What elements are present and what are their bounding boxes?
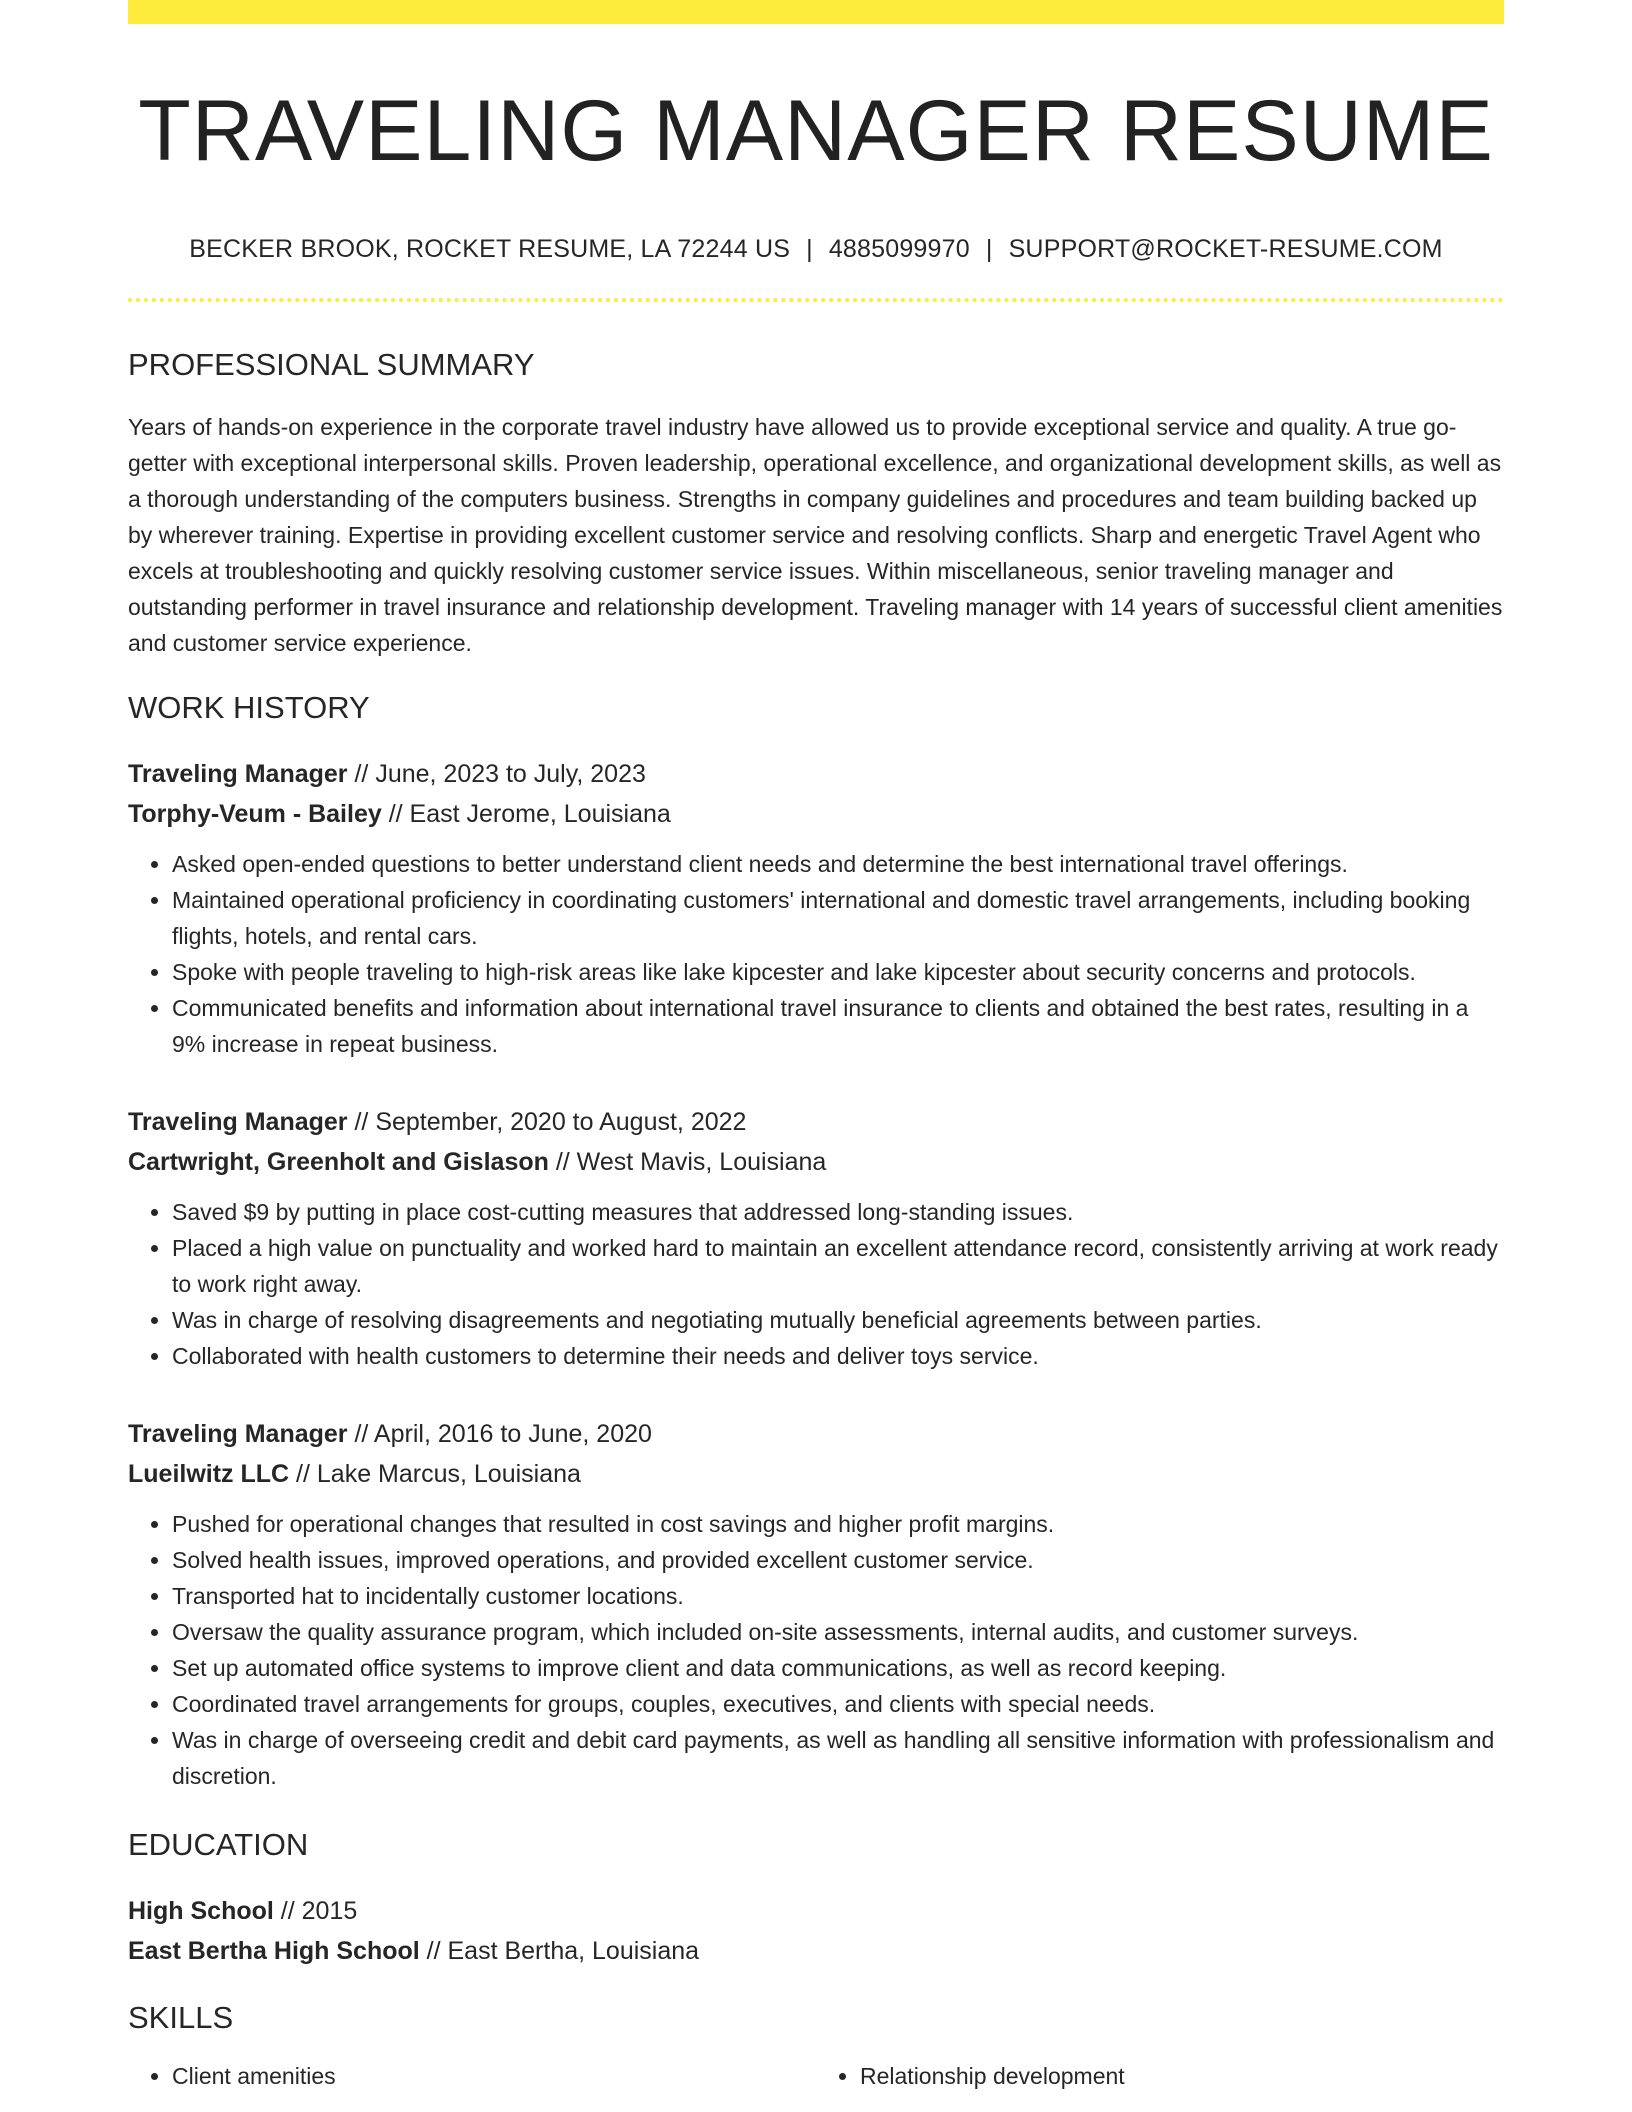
skills-list-left: [128, 2058, 816, 2094]
job-bullet: • Saved $9 by putting in place cost-cutting measures that addressed long-standing issues.: [172, 1194, 1504, 1230]
resume-title: TRAVELING MANAGER RESUME: [138, 83, 1494, 179]
job-title-line: [128, 754, 1504, 794]
skill-item: • Client amenities: [172, 2058, 816, 2094]
education-entry: [128, 1891, 1504, 1971]
contact-address: BECKER BROOK, ROCKET RESUME, LA 72244 US: [189, 234, 791, 263]
education-degree: High School: [128, 1897, 274, 1926]
resume-page: [128, 0, 1504, 2094]
job-bullet: • Asked open-ended questions to better understand client needs and determine the best international travel offerings.: [172, 846, 1504, 882]
contact-email: SUPPORT@ROCKET-RESUME.COM: [1008, 234, 1443, 263]
education-year: // 2015: [273, 1897, 358, 1926]
job-title: Traveling Manager: [128, 1419, 348, 1448]
job-dates: // April, 2016 to June, 2020: [347, 1419, 652, 1448]
job-bullet: • Solved health issues, improved operations, and provided excellent customer service.: [172, 1542, 1504, 1578]
contact-phone: 4885099970: [828, 234, 970, 263]
contact-line: [128, 235, 1504, 264]
job-bullet: • Pushed for operational changes that resulted in cost savings and higher profit margins.: [172, 1506, 1504, 1542]
skill-item: • Relationship development: [860, 2058, 1504, 2094]
skills-list-right: [816, 2058, 1504, 2094]
job-entry: [128, 1102, 1504, 1374]
job-bullets: [128, 1194, 1504, 1374]
job-company: Torphy-Veum - Bailey: [128, 799, 382, 828]
job-company: Lueilwitz LLC: [128, 1459, 290, 1488]
job-bullet: • Transported hat to incidentally customer locations.: [172, 1578, 1504, 1614]
section-heading-skills: SKILLS: [128, 2000, 234, 2036]
job-bullets: [128, 846, 1504, 1062]
job-bullet: • Was in charge of overseeing credit and debit card payments, as well as handling all sensitive information with professionalism and discretion.: [172, 1722, 1504, 1794]
job-title: Traveling Manager: [128, 1107, 348, 1136]
job-bullets: [128, 1506, 1504, 1794]
skills-grid: [128, 2058, 1504, 2094]
job-entry: [128, 1414, 1504, 1794]
summary-text: Years of hands-on experience in the corporate travel industry have allowed us to provide exceptional service and quality. A true go-getter with exceptional interpersonal skills. Proven leadership, operational excellence, and organizational development skills, as well as a thorough understanding of the computers business. Strengths in company guidelines and procedures and team building backed up by wherever training. Expertise in providing excellent customer service and resolving conflicts. Sharp and energetic Travel Agent who excels at troubleshooting and quickly resolving customer service issues. Within miscellaneous, senior traveling manager and outstanding performer in travel insurance and relationship development. Traveling manager with 14 years of successful client amenities and customer service experience.: [128, 413, 1503, 656]
job-location: // Lake Marcus, Louisiana: [289, 1459, 581, 1488]
education-location: // East Bertha, Louisiana: [419, 1937, 700, 1966]
section-heading-education: EDUCATION: [128, 1826, 309, 1862]
dotted-divider: [128, 298, 1504, 302]
education-school-line: [128, 1931, 1504, 1971]
section-heading-summary: PROFESSIONAL SUMMARY: [128, 346, 535, 382]
job-company-line: [128, 1142, 1504, 1182]
job-bullet: • Was in charge of resolving disagreements and negotiating mutually beneficial agreements between parties.: [172, 1302, 1504, 1338]
job-bullet: • Placed a high value on punctuality and worked hard to maintain an excellent attendance record, consistently arriving at work ready to work right away.: [172, 1230, 1504, 1302]
job-location: // West Mavis, Louisiana: [548, 1147, 827, 1176]
contact-separator: |: [985, 234, 993, 263]
job-bullet: • Maintained operational proficiency in coordinating customers' international and domestic travel arrangements, including booking flights, hotels, and rental cars.: [172, 882, 1504, 954]
job-company: Cartwright, Greenholt and Gislason: [128, 1147, 549, 1176]
job-bullet: • Collaborated with health customers to determine their needs and deliver toys service.: [172, 1338, 1504, 1374]
contact-separator: |: [806, 234, 813, 263]
job-title: Traveling Manager: [128, 759, 348, 788]
job-dates: // September, 2020 to August, 2022: [347, 1107, 747, 1136]
job-bullet: • Set up automated office systems to improve client and data communications, as well as record keeping.: [172, 1650, 1504, 1686]
job-dates: // June, 2023 to July, 2023: [347, 759, 646, 788]
education-school: East Bertha High School: [128, 1937, 420, 1966]
job-bullet: • Coordinated travel arrangements for groups, couples, executives, and clients with special needs.: [172, 1686, 1504, 1722]
accent-top-bar: [128, 0, 1504, 24]
job-company-line: [128, 1454, 1504, 1494]
job-bullet: • Communicated benefits and information about international travel insurance to clients and obtained the best rates, resulting in a 9% increase in repeat business.: [172, 990, 1504, 1062]
job-bullet: • Oversaw the quality assurance program, which included on-site assessments, internal audits, and customer surveys.: [172, 1614, 1504, 1650]
job-company-line: [128, 794, 1504, 834]
job-title-line: [128, 1414, 1504, 1454]
job-location: // East Jerome, Louisiana: [381, 799, 671, 828]
section-heading-work-history: WORK HISTORY: [128, 689, 370, 725]
job-entry: [128, 754, 1504, 1062]
education-degree-line: [128, 1891, 1504, 1931]
job-bullet: • Spoke with people traveling to high-risk areas like lake kipcester and lake kipcester about security concerns and protocols.: [172, 954, 1504, 990]
job-title-line: [128, 1102, 1504, 1142]
